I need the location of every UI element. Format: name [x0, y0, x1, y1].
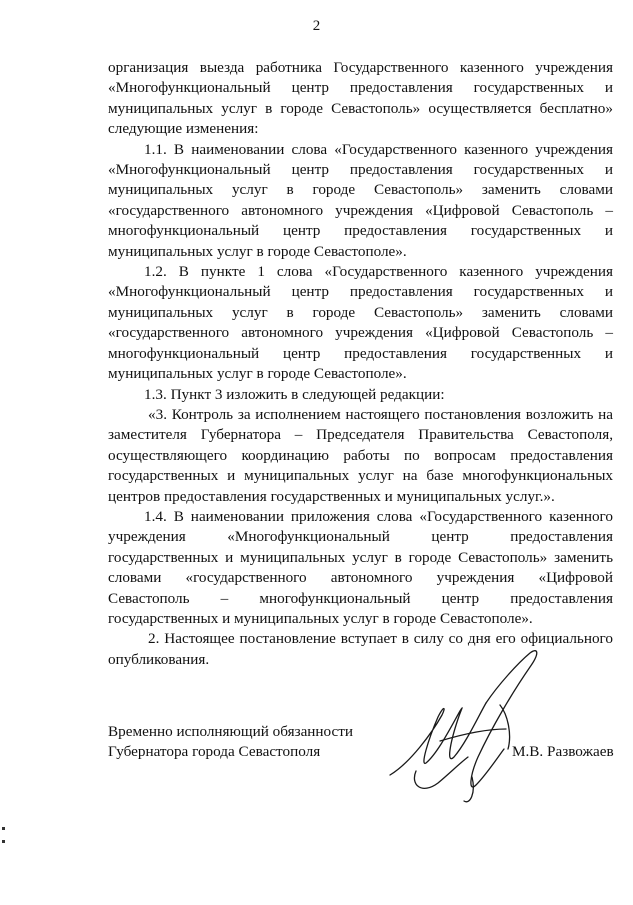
page-number: 2: [312, 18, 321, 34]
signatory-position: [108, 722, 353, 762]
paragraph-2: 2. Настоящее постановление вступает в силу со дня его официального опубликования.: [108, 630, 613, 668]
paragraph-intro: организация выезда работника Государственного казенного учреждения «Многофункциональный центр предоставления государственных и муниципальных услуг в городе Севастополь» осуществляется бесплатно» следующие изменения:: [108, 59, 613, 138]
signer-name: М.В. Развожаев: [512, 743, 614, 760]
scan-artifact-mark: [2, 840, 5, 843]
paragraph-1-3: 1.3. Пункт 3 изложить в следующей редакции:: [144, 385, 445, 403]
scan-artifact-mark: [2, 827, 5, 830]
document-body: [108, 58, 613, 670]
paragraph-quote-point-3: «3. Контроль за исполнением настоящего постановления возложить на заместителя Губернатора – Председателя Правительства Севастополя, осуществляющего координацию работы по вопросам предоставления государственных и муниципальных услуг на базе многофункциональных центров предоставления государственных и муниципальных услуг.».: [108, 405, 613, 505]
paragraph-1-2: 1.2. В пункте 1 слова «Государственного казенного учреждения «Многофункциональный центр предоставления государственных и муниципальных услуг в городе Севастополь» заменить словами «государственного автономного учреждения «Цифровой Севастополь – многофункциональный центр предоставления государственных и муниципальных услуг в городе Севастополе».: [108, 263, 613, 383]
paragraph-1-4: 1.4. В наименовании приложения слова «Государственного казенного учреждения «Многофункциональный центр предоставления государственных и муниципальных услуг в городе Севастополь» заменить словами «государственного автономного учреждения «Цифровой Севастополь – многофункциональный центр предоставления государственных и муниципальных услуг в городе Севастополе».: [108, 507, 613, 627]
paragraph-1-1: 1.1. В наименовании слова «Государственного казенного учреждения «Многофункциональный центр предоставления государственных и муниципальных услуг в городе Севастополь» заменить словами «государственного автономного учреждения «Цифровой Севастополь – многофункциональный центр предоставления государственных и муниципальных услуг в городе Севастополе».: [108, 140, 613, 260]
signatory-position-line-2: Губернатора города Севастополя: [108, 743, 321, 760]
signatory-position-line-1: Временно исполняющий обязанности: [108, 723, 354, 740]
handwritten-signature: [380, 645, 550, 810]
